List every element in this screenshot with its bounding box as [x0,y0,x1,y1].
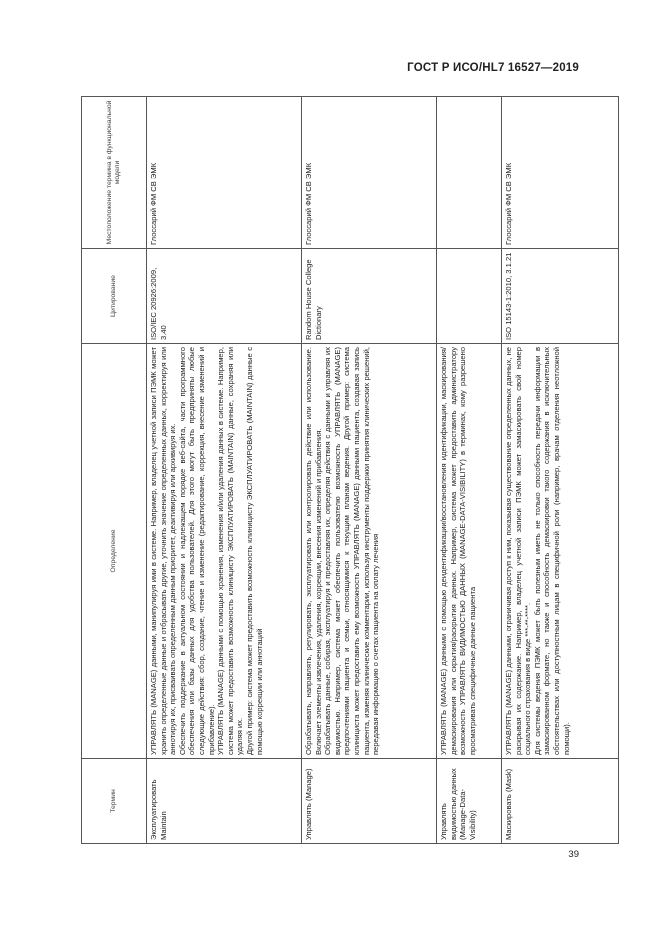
citation-cell: ISO 15143-1:2010, 3.1.21 [502,249,619,344]
standard-header: ГОСТ Р ИСО/HL7 16527—2019 [407,62,579,74]
column-header-citation: Цитирование [82,249,147,344]
citation-cell [437,249,502,344]
definition-cell [147,344,302,759]
location-cell: Глоссарий ФМ СВ ЭМК [147,97,302,249]
definition-paragraph: УПРАВЛЯТЬ (MANAGE) данными с помощью хранения, изменения и/или удаления данных в системе. Например, система может предоставить возможность клиницисту ЭКСПЛУАТИРОВАТЬ (MAINTAIN) данные, сохраняя или удаляя их. [216,347,245,755]
definition-cell [502,344,619,759]
definition-paragraph: Обрабатывать, направлять, регулировать, эксплуатировать или контролировать действие или использование. Включает элементы извлечения, удаления, коррекции, внесения изменений и прибавления. [304,347,323,755]
location-cell [437,97,502,249]
term-cell: Маскировать (Mask) [502,759,619,844]
term-cell: Управлять (Manage) [302,759,437,844]
definition-paragraph: Для системы ведения ПЭМК может быть полезным иметь не только способность передачи информации в замаскированном формате, но также и способность демаскировки такого содержания в исключительных обстоятельствах или доступностным лицам в специфичной роли (например, врачам отделения неотложной помощи). [532,347,571,755]
table-row [302,97,437,844]
citation-cell: Random House College Dictionary [302,249,437,344]
definition-paragraph: УПРАВЛЯТЬ (MANAGE) данными, ограничивая доступ к ним, показывая существование определенных данных, не раскрывая их содержание. Например, владелец учетной записи ПЭМК может замаскировать свой номер социального страхования в виде ***-**-****. [504,347,533,755]
definition-paragraph: УПРАВЛЯТЬ (MANAGE) данными с помощью деидентификации/восстановления идентификации, маскирования/демаскирования или скрытия/раскрытия данных. Например, система может предоставить администратору возможность УПРАВЛЯТЬ ВИДИМОСТЬЮ ДАННЫХ (MANAGE-DATA-VISIBILITY) в терминах, кому разрешено просматривать специфичные данные пациента [439,347,477,755]
definition-paragraph: Обрабатывать данные, собирая, эксплуатируя и предоставляя их, определяя действия с данными и управляя их видимостью. Например, система может обеспечить пользователю возможность УПРАВЛЯТЬ (MANAGE) предпочтениями пациента и семьи, относящимися к текущим планам ведения. Другой пример: система клинициста может предоставить ему возможность УПРАВЛЯТЬ (MANAGE) данными пациента, создавая запись пациента, изменяя клинические комментарии, используя инструменты поддержки принятия клинических решений, передавая информацию о счетах пациента на оплату лечения [323,347,381,755]
column-header-definition: Определение [82,344,147,759]
column-header-term: Термин [82,759,147,844]
table-row [502,97,619,844]
location-cell: Глоссарий ФМ СВ ЭМК [502,97,619,249]
rotated-table-container [81,97,581,844]
table-row [437,97,502,844]
term-cell: Эксплуатировать Maintain [147,759,302,844]
column-header-location: Местоположение термина в функциональной модели [82,97,147,249]
definition-cell [437,344,502,759]
page-number: 39 [568,849,579,860]
citation-cell: ISO/IEC 20926:2009, 3.40 [147,249,302,344]
terms-table [81,96,619,844]
definition-paragraph: УПРАВЛЯТЬ (MANAGE) данными, манипулируя ими в системе. Например, владелец учетной записи ПЭМК может хранить определенные данные и отбрасывать другие, уточнить значение определенных данных, корректируя или аннотируя их, присваивать определенным данным приоритет, деактивируя или архивируя их. [149,347,178,755]
table-row [147,97,302,844]
term-cell: Управлять видимостью данных (Manage-Data-Visibility) [437,759,502,844]
location-cell: Глоссарий ФМ СВ ЭМК [302,97,437,249]
definition-paragraph: Другой пример: система может предоставить возможность клиницисту ЭКСПЛУАТИРОВАТЬ (MAINTAIN) данные с помощью коррекции или аннотаций [244,347,264,755]
definition-paragraph: Обеспечить поддержание в актуальном состоянии и надлежащем порядке веб-сайта, части программного обеспечения или базы данных для удобства пользователей. Для этого могут быть предприняты любые следующие действия: сбор, создание, чтение и изменение (редактирование, коррекция, внесение изменений и прибавление). [177,347,216,755]
table-header-row [82,97,147,844]
definition-cell [302,344,437,759]
